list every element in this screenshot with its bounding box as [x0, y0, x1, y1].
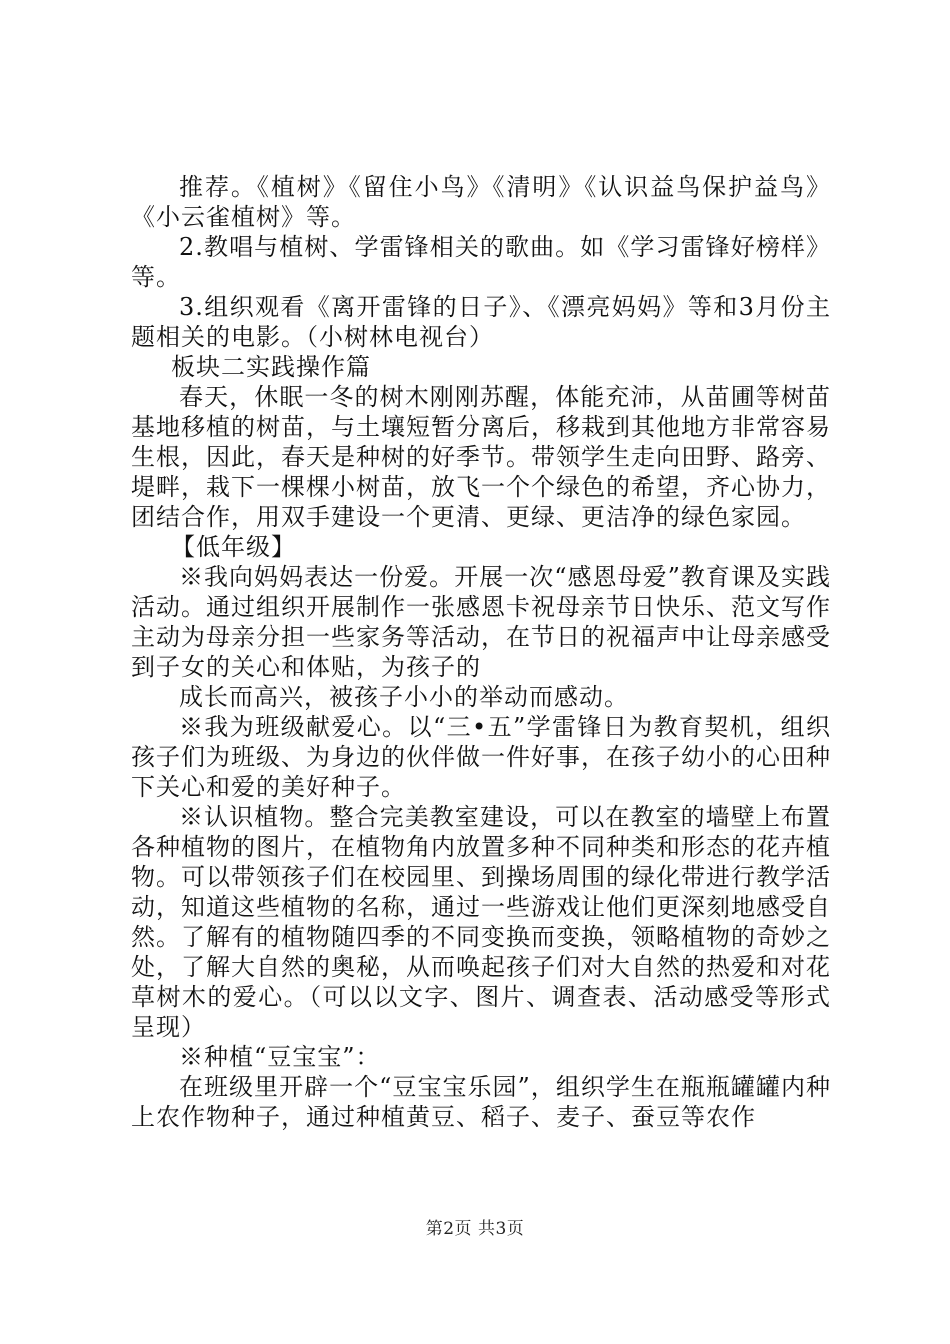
page-number-footer: 第2页 共3页	[425, 1219, 525, 1239]
paragraph-plant-beans-heading: ※种植“豆宝宝”：	[179, 1043, 381, 1071]
section-heading-lower-grade: 【低年级】	[171, 533, 296, 561]
paragraph-songs: 2.教唱与植树、学雷锋相关的歌曲。如《学习雷锋好榜样》等。	[131, 233, 831, 291]
paragraph-movies: 3.组织观看《离开雷锋的日子》、《漂亮妈妈》等和3月份主题相关的电影。（小树林电视台）	[131, 293, 831, 351]
paragraph-know-plants: ※认识植物。整合完美教室建设，可以在教室的墙壁上布置各种植物的图片，在植物角内放置多种不同种类和形态的花卉植物。可以带领孩子们在校园里、到操场周围的绿化带进行教学活动，知道这些植物的名称，通过一些游戏让他们更深刻地感受自然。了解有的植物随四季的不同变换而变换，领略植物的奇妙之处，了解大自然的奥秘，从而唤起孩子们对大自然的热爱和对花草树木的爱心。（可以以文字、图片、调查表、活动感受等形式呈现）	[131, 803, 831, 1041]
paragraph-spring-planting: 春天，休眠一冬的树木刚刚苏醒，体能充沛，从苗圃等树苗基地移植的树苗，与土壤短暂分离后，移栽到其他地方非常容易生根，因此，春天是种树的好季节。带领学生走向田野、路旁、堤畔，栽下一棵棵小树苗，放飞一个个绿色的希望，齐心协力，团结合作，用双手建设一个更清、更绿、更洁净的绿色家园。	[131, 383, 831, 531]
document-body	[131, 172, 831, 1132]
paragraph-recommend-reading: 推荐。《植树》《留住小鸟》《清明》《认识益鸟保护益鸟》《小云雀植树》等。	[131, 173, 831, 231]
paragraph-grow-happy: 成长而高兴，被孩子小小的举动而感动。	[179, 683, 629, 711]
paragraph-love-for-mother: ※我向妈妈表达一份爱。开展一次“感恩母爱”教育课及实践活动。通过组织开展制作一张感恩卡祝母亲节日快乐、范文写作主动为母亲分担一些家务等活动，在节日的祝福声中让母亲感受到子女的关心和体贴，为孩子的	[131, 563, 831, 681]
paragraph-bean-garden: 在班级里开辟一个“豆宝宝乐园”，组织学生在瓶瓶罐罐内种上农作物种子，通过种植黄豆、稻子、麦子、蚕豆等农作	[131, 1073, 831, 1131]
section-heading-practice: 板块二实践操作篇	[171, 353, 371, 381]
paragraph-class-kindness: ※我为班级献爱心。以“三•五”学雷锋日为教育契机，组织孩子们为班级、为身边的伙伴做一件好事，在孩子幼小的心田种下关心和爱的美好种子。	[131, 713, 831, 801]
